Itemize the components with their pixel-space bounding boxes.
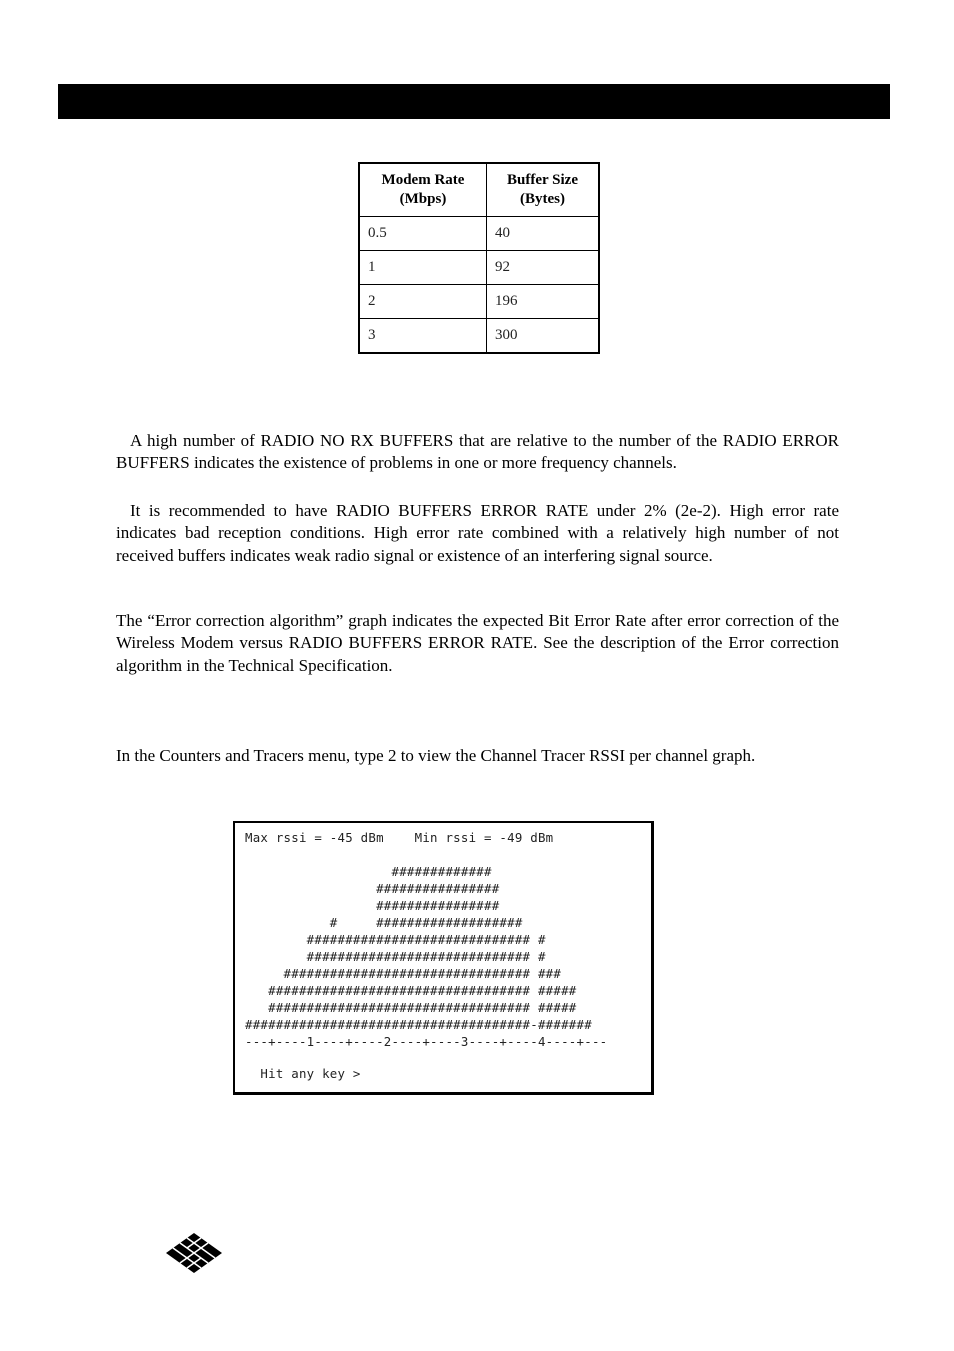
cell-buffer-size: 300 xyxy=(487,319,600,354)
terminal-graph-line: ############# xyxy=(245,864,492,879)
terminal-graph-line: ################################## ##### xyxy=(245,983,577,998)
column-header-buffer-size xyxy=(487,163,600,217)
rssi-terminal-screenshot xyxy=(233,821,654,1095)
header-text: Buffer Size xyxy=(507,172,578,188)
terminal-axis-line: ---+----1----+----2----+----3----+----4----+--- xyxy=(245,1034,608,1049)
cell-buffer-size: 196 xyxy=(487,285,600,319)
terminal-graph-line: #####################################-####### xyxy=(245,1017,592,1032)
column-header-modem-rate xyxy=(359,163,487,217)
cell-modem-rate: 1 xyxy=(359,251,487,285)
paragraph-error-correction: The “Error correction algorithm” graph indicates the expected Bit Error Rate after error correction of the Wireless Modem versus RADIO BUFFERS ERROR RATE. See the description of the Error correction algorithm in the Technical Specification. xyxy=(116,611,839,675)
terminal-graph-line: ################ xyxy=(245,881,500,896)
terminal-graph-line: ################################ ### xyxy=(245,966,562,981)
table-header-row xyxy=(359,163,599,217)
header-unit: (Mbps) xyxy=(399,191,447,207)
table-row xyxy=(359,285,599,319)
cell-modem-rate: 3 xyxy=(359,319,487,354)
header-text: Modem Rate xyxy=(381,172,465,188)
table-row xyxy=(359,251,599,285)
paragraph-error-rate: It is recommended to have RADIO BUFFERS ERROR RATE under 2% (2e-2). High error rate indicates bad reception conditions. High error rate combined with a relatively high number of not received buffers indicates weak radio signal or existence of an interfering signal source. xyxy=(116,501,839,565)
terminal-graph-line: # ################### xyxy=(245,915,523,930)
header-unit: (Bytes) xyxy=(520,191,565,207)
paragraph-counters-tracers: In the Counters and Tracers menu, type 2 to view the Channel Tracer RSSI per channel graph. xyxy=(116,746,756,765)
terminal-graph-line: ############################# # xyxy=(245,949,546,964)
table-row xyxy=(359,217,599,251)
terminal-graph-line: ################################## ##### xyxy=(245,1000,577,1015)
terminal-graph-line: ############################# # xyxy=(245,932,546,947)
terminal-prompt: Hit any key > xyxy=(245,1066,361,1081)
cell-buffer-size: 92 xyxy=(487,251,600,285)
black-box-diamond-logo-icon xyxy=(165,1232,223,1274)
modem-rate-buffer-table xyxy=(358,162,600,354)
table-row xyxy=(359,319,599,354)
cell-modem-rate: 0.5 xyxy=(359,217,487,251)
paragraph-rx-buffers: A high number of RADIO NO RX BUFFERS that are relative to the number of the RADIO ERROR BUFFERS indicates the existence of problems in one or more frequency channels. xyxy=(116,431,839,473)
terminal-line-rssi-summary: Max rssi = -45 dBm Min rssi = -49 dBm xyxy=(245,830,554,845)
header-bar xyxy=(58,84,890,119)
cell-modem-rate: 2 xyxy=(359,285,487,319)
cell-buffer-size: 40 xyxy=(487,217,600,251)
terminal-graph-line: ################ xyxy=(245,898,500,913)
